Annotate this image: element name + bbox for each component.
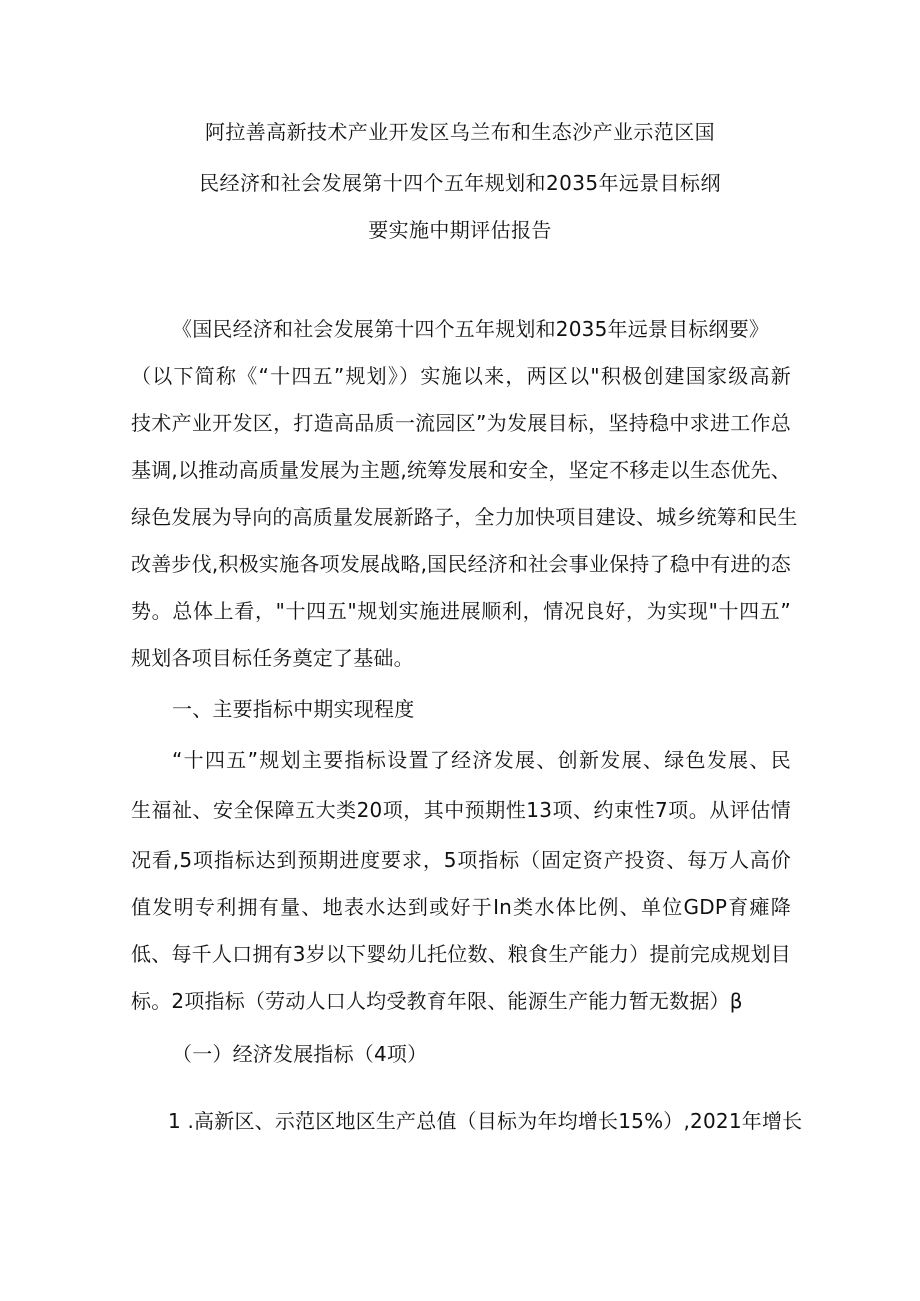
intro-paragraph-line-2: （以下简称《“十四五”规划》）实施以来，两区以"积极创建国家级高新 (131, 364, 791, 388)
intro-paragraph-line-6: 改善步伐,积极实施各项发展战略,国民经济和社会事业保持了稳中有进的态 (131, 552, 791, 576)
section-paragraph-line-1: “十四五”规划主要指标设置了经济发展、创新发展、绿色发展、民 (172, 748, 791, 772)
section-heading: 一、主要指标中期实现程度 (172, 697, 415, 721)
intro-paragraph-line-1: 《国民经济和社会发展第十四个五年规划和2035年远景目标纲要》 (172, 317, 770, 341)
report-title-line-3: 要实施中期评估报告 (368, 218, 552, 242)
intro-paragraph-line-3: 技术产业开发区，打造高品质一流园区”为发展目标，坚持稳中求进工作总 (131, 411, 791, 435)
report-title-line-1: 阿拉善高新技术产业开发区乌兰布和生态沙产业示范区国 (205, 120, 715, 144)
section-paragraph-line-4: 值发明专利拥有量、地表水达到或好于In类水体比例、单位GDP育瘫降 (131, 895, 791, 919)
intro-paragraph-line-4: 基调,以推动高质量发展为主题,统筹发展和安全，坚定不移走以生态优先、 (131, 458, 791, 482)
section-paragraph-line-6: 标。2项指标（劳动人口人均受教育年限、能源生产能力暂无数据）β (131, 989, 743, 1013)
intro-paragraph-line-5: 绿色发展为导向的高质量发展新路子，全力加快项目建设、城乡统筹和民生 (131, 505, 798, 529)
intro-paragraph-line-8: 规划各项目标任务奠定了基础。 (131, 646, 414, 670)
section-paragraph-line-5: 低、每千人口拥有3岁以下婴幼儿托位数、粮食生产能力）提前完成规划目 (131, 942, 791, 966)
section-paragraph-line-3: 况看,5项指标达到预期进度要求，5项指标（固定资产投资、每万人高价 (131, 848, 791, 872)
section-paragraph-line-2: 生福祉、安全保障五大类20项，其中预期性13项、约束性7项。从评估情 (131, 798, 791, 822)
item-line: 1 .高新区、示范区地区生产总值（目标为年均增长15%）,2021年增长 (168, 1109, 803, 1133)
intro-paragraph-line-7: 势。总体上看，"十四五"规划实施进展顺利，情况良好，为实现"十四五” (131, 599, 791, 623)
report-title-line-2: 民经济和社会发展第十四个五年规划和2035年远景目标纲 (199, 171, 721, 195)
subsection-heading: （一）经济发展指标（4项） (172, 1042, 428, 1066)
